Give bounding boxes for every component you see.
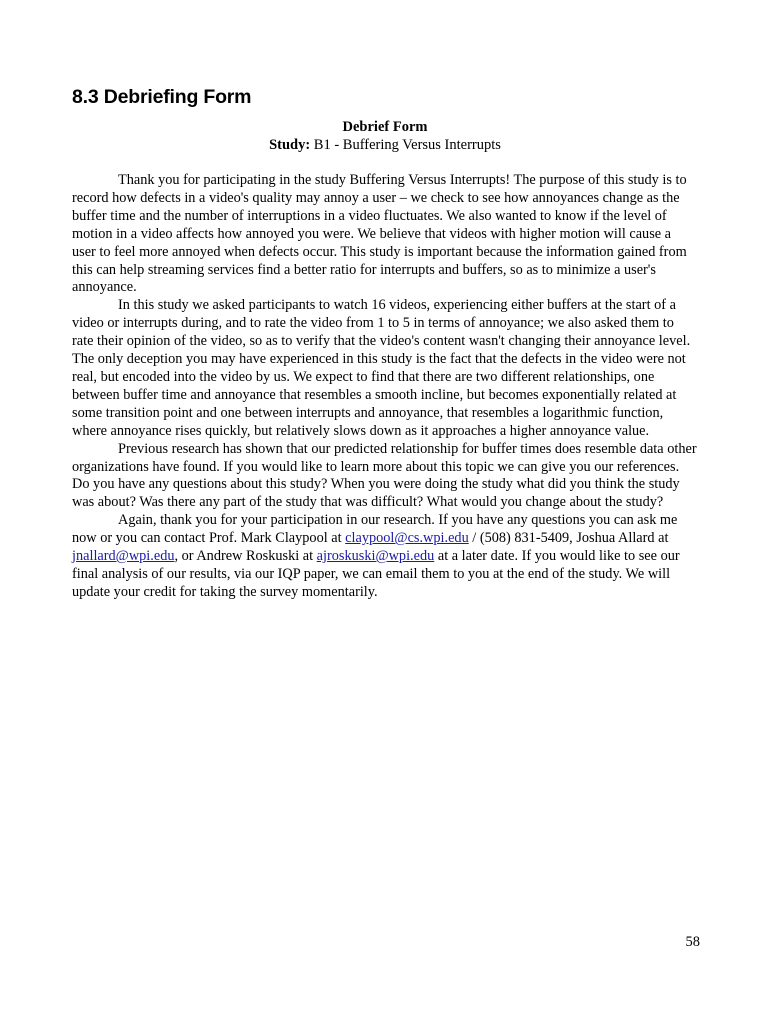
study-label: Study: xyxy=(269,137,311,153)
closing-text-1: Again, thank you for your participation in our research. If you have any questions you can ask me now or you can contact Prof. Mark Claypool at xyxy=(72,512,678,547)
paragraph-previous-research: Previous research has shown that our predicted relationship for buffer times does resemble data other organizations have found. If you would like to learn more about this topic we can give you our references. Do you have any questions about this study? When you were doing the study what did you think the study was about? Was there any part of the study that was difficult? What would you change about the study? xyxy=(72,440,697,511)
closing-text-4: at a later date. If you would like to see our final analysis of our results, via our IQP paper, we can email them to you at the end of the study. We will update your credit for taking the survey momentarily. xyxy=(72,548,680,600)
page-number: 58 xyxy=(685,934,700,950)
debrief-body xyxy=(72,172,698,602)
form-title: Debrief Form xyxy=(342,119,428,135)
email-link-ajroskuski[interactable]: ajroskuski@wpi.edu xyxy=(316,548,435,565)
study-value: B1 - Buffering Versus Interrupts xyxy=(310,137,501,153)
email-link-claypool[interactable]: claypool@cs.wpi.edu xyxy=(345,530,469,547)
paragraph-closing xyxy=(72,512,698,602)
closing-text-3: , or Andrew Roskuski at xyxy=(174,548,317,565)
study-line xyxy=(0,137,770,154)
email-link-jnallard[interactable]: jnallard@wpi.edu xyxy=(72,548,175,565)
section-heading: 8.3 Debriefing Form xyxy=(72,86,252,108)
closing-text-2: / (508) 831-5409, Joshua Allard at xyxy=(468,530,669,547)
paragraph-purpose: Thank you for participating in the study Buffering Versus Interrupts! The purpose of this study is to record how defects in a video's quality may annoy a user – we check to see how annoyances change as the buffer time and the number of interruptions in a video fluctuates. We also wanted to know if the level of motion in a video affects how annoyed you were. We believe that videos with higher motion will cause a user to feel more annoyed when defects occur. This study is important because the information gained from this can help streaming services find a better ratio for interrupts and buffers, so as to minimize a user's annoyance. xyxy=(72,172,687,296)
paragraph-procedure: In this study we asked participants to watch 16 videos, experiencing either buffers at the start of a video or interrupts during, and to rate the video from 1 to 5 in terms of annoyance; we also asked them to rate their opinion of the video, so as to verify that the video's content wasn't changing their annoyance level. The only deception you may have experienced in this study is the fact that the defects in the video were not real, but encoded into the video by us. We expect to find that there are two different relationships, one between buffer time and annoyance that resembles a smooth incline, but becomes exponentially related at some transition point and one between interrupts and annoyance, that resembles a logarithmic function, where annoyance rises quickly, but relatively slows down as it approaches a higher annoyance value. xyxy=(72,297,691,439)
